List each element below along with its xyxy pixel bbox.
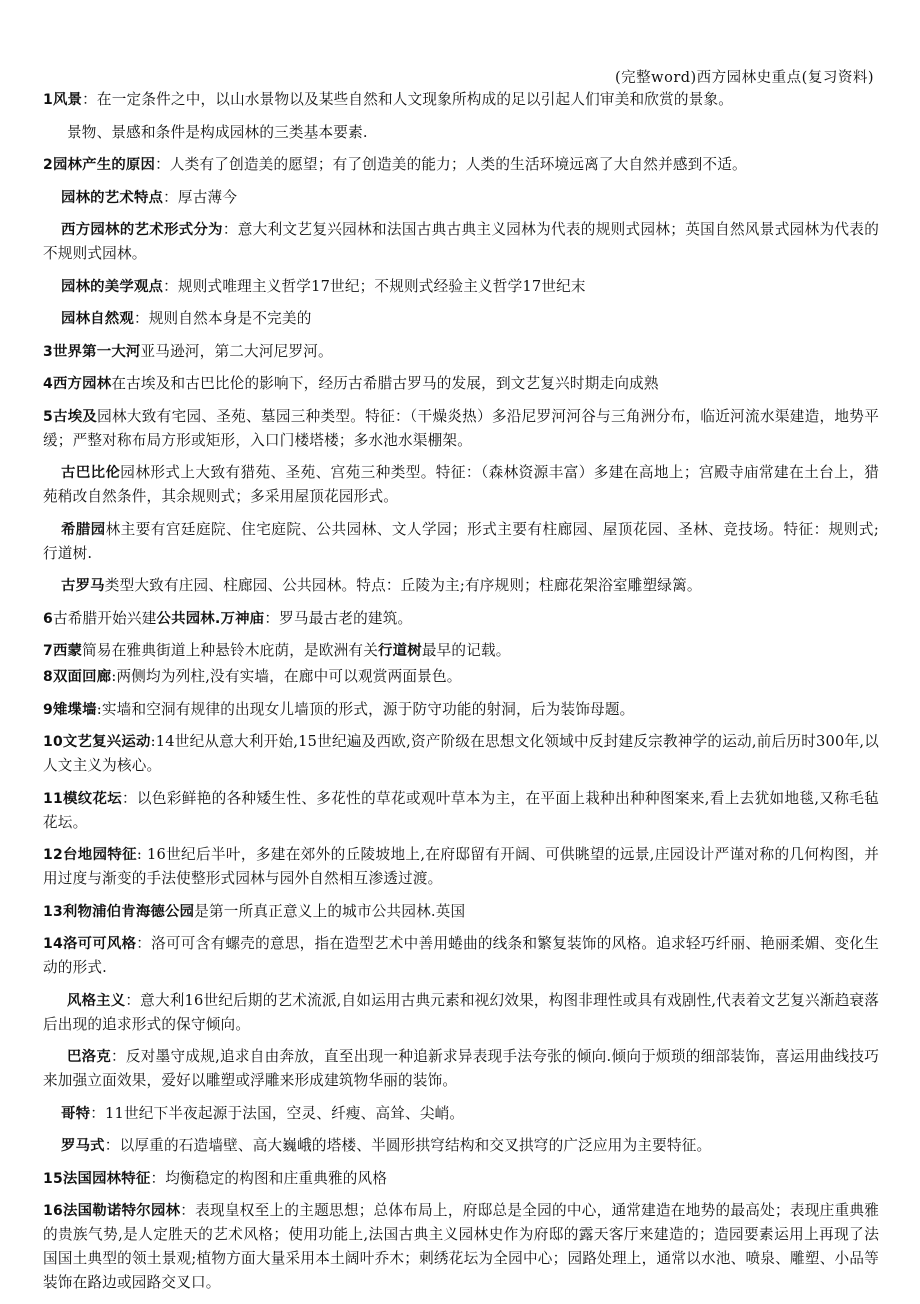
item-number: 11 (43, 790, 63, 807)
term-ancient-egypt: 古埃及 (52, 408, 98, 425)
definition-text: ：厚古薄今 (163, 188, 238, 206)
term-gothic: 哥特 (61, 1105, 91, 1122)
definition-text: ：反对墨守成规,追求自由奔放，直至出现一种追新求异表现手法夸张的倾向.倾向于烦琐的细部装饰，喜运用曲线技巧来加强立面效果，爱好以雕塑或浮雕来形成建筑物华丽的装饰。 (43, 1048, 879, 1089)
term-street-trees: 行道树 (378, 643, 422, 659)
definition-text: ：意大利16世纪后期的艺术流派,自如运用古典元素和视幻效果，构图非理性或具有戏剧性,代表着文艺复兴渐趋衰落后出现的追求形式的保守倾向。 (43, 991, 879, 1033)
term-simon: 西蒙 (52, 643, 83, 659)
paragraph-largest-river (43, 340, 879, 364)
paragraph-mannerism (43, 989, 879, 1037)
term-art-features: 园林的艺术特点 (61, 189, 164, 206)
paragraph-greece (43, 518, 879, 566)
paragraph-public-garden (43, 607, 879, 631)
definition-text: ：洛可可含有螺壳的意思，指在造型艺术中善用蜷曲的线条和繁复装饰的风格。追求轻巧纤丽、艳丽柔媚、变化生动的形式. (43, 935, 879, 976)
paragraph-le-notre (43, 1199, 879, 1295)
paragraph-baroque (43, 1045, 879, 1093)
term-romanesque: 罗马式 (61, 1138, 105, 1154)
paragraph-terrace-garden (43, 843, 879, 891)
paragraph-renaissance (43, 730, 879, 778)
definition-text: 在古埃及和古巴比伦的影响下，经历古希腊古罗马的发展，到文艺复兴时期走向成熟 (111, 375, 659, 392)
definition-text: ：在一定条件之中，以山水景物以及某些自然和人文现象所构成的足以引起人们审美和欣赏的景象。 (82, 91, 734, 108)
item-number: 5 (43, 408, 53, 425)
item-number: 14 (43, 936, 63, 952)
trailing-text: 最早的记载。 (421, 642, 511, 659)
definition-text: ：罗马最古老的建筑。 (264, 609, 413, 627)
term-western-garden: 西方园林 (52, 376, 112, 392)
definition-text: 园林大致有宅园、圣苑、墓园三种类型。特征：（干燥炎热）多沿尼罗河河谷与三角洲分布，临近河流水渠建造，地势平缓；严整对称布局方形或矩形，入口门楼塔楼；多水池水渠棚架。 (43, 407, 879, 449)
paragraph-rococo (43, 932, 879, 980)
paragraph-ancient-egypt (43, 405, 879, 453)
term-babylon: 古巴比伦 (61, 465, 121, 481)
item-number: 16 (43, 1203, 63, 1219)
definition-text: 简易在雅典街道上种悬铃木庇荫，是欧洲有关 (82, 642, 379, 659)
term-crenellation: 雉堞墙 (52, 701, 97, 718)
term-renaissance: 文艺复兴运动 (62, 734, 151, 750)
paragraph-western-garden (43, 372, 879, 396)
paragraph-romanesque (43, 1134, 879, 1158)
paragraph-birkenhead-park (43, 900, 879, 924)
term-art-forms: 西方园林的艺术形式分为 (61, 222, 223, 238)
definition-text: :14世纪从意大利开始,15世纪遍及西欧,资产阶级在思想文化领域中反封建反宗教神学的运动,前后历时300年,以人文主义为核心。 (43, 733, 879, 774)
term-public-garden: 公共园林 (156, 610, 215, 627)
paragraph-french-garden (43, 1167, 879, 1191)
definition-text: 是第一所真正意义上的城市公共园林.英国 (194, 902, 466, 920)
term-terrace-garden: 台地园特征 (62, 847, 137, 863)
term-birkenhead-park: 利物浦伯肯海德公园 (62, 903, 195, 920)
paragraph-garden-origin (43, 153, 879, 177)
term-french-garden: 法国园林特征 (62, 1170, 151, 1187)
definition-text: ：11世纪下半夜起源于法国，空灵、纤瘦、高耸、尖峭。 (90, 1104, 465, 1122)
item-number: 9 (43, 701, 53, 718)
definition-text: 园林形式上大致有猎苑、圣苑、宫苑三种类型。特征：（森林资源丰富）多建在高地上；宫殿寺庙常建在土台上，猎苑稍改自然条件，其余规则式；多采用屋顶花园形式。 (43, 464, 879, 505)
term-mannerism: 风格主义 (67, 992, 126, 1009)
definition-text: ：以厚重的石造墙壁、高大巍峨的塔楼、半圆形拱穹结构和交叉拱穹的广泛应用为主要特征。 (104, 1137, 712, 1154)
definition-text: ：均衡稳定的构图和庄重典雅的风格 (150, 1169, 388, 1187)
paragraph-simon (43, 639, 879, 663)
paragraph-crenellation (43, 698, 879, 722)
paragraph-art-features (43, 186, 879, 210)
definition-text: 亚马逊河，第二大河尼罗河。 (140, 342, 333, 360)
paragraph-art-forms (43, 218, 879, 266)
term-greece: 希腊园 (61, 521, 106, 538)
term-le-notre: 法国勒诺特尔园林 (62, 1203, 181, 1219)
term-nature-view: 园林自然观 (61, 311, 134, 327)
item-number: 8 (43, 669, 53, 685)
item-number: 1 (43, 92, 53, 108)
definition-text: 景物、景感和条件是构成园林的三类基本要素. (67, 123, 368, 141)
paragraph-rome (43, 574, 879, 598)
term-double-corridor: 双面回廊 (52, 669, 112, 685)
term-pantheon: 万神庙 (220, 610, 265, 627)
definition-text: :两侧均为列柱,没有实墙，在廊中可以观赏两面景色。 (111, 668, 462, 685)
paragraph-parterre (43, 787, 879, 835)
item-number: 3 (43, 343, 53, 360)
term-parterre: 模纹花坛 (62, 790, 122, 807)
definition-text: 类型大致有庄园、柱廊园、公共园林。特点：丘陵为主;有序规则；柱廊花架浴室雕塑绿篱。 (104, 577, 702, 594)
item-number: 13 (43, 903, 63, 920)
document-header: (完整word)西方园林史重点(复习资料) (615, 70, 874, 86)
paragraph-babylon (43, 461, 879, 509)
item-number: 12 (43, 847, 63, 863)
definition-text: ：表现皇权至上的主题思想；总体布局上，府邸总是全园的中心，通常建造在地势的最高处；表现庄重典雅的贵族气势,是人定胜天的艺术风格；使用功能上,法国古典主义园林史作为府邸的露天客厅来建造的；造园要素运用上再现了法国国土典型的领土景观;植物方面大量采用本土阔叶乔木；刺绣花坛为全园中心；园路处理上，通常以水池、喷泉、雕塑、小品等装饰在路边或园路交叉口。 (43, 1202, 879, 1291)
item-number: 15 (43, 1170, 63, 1187)
term-garden-origin: 园林产生的原因 (52, 157, 156, 173)
item-number: 10 (43, 734, 63, 750)
definition-text: ：人类有了创造美的愿望；有了创造美的能力；人类的生活环境远离了大自然并感到不适。 (155, 156, 747, 173)
separator: . (214, 610, 221, 627)
paragraph-aesthetics (43, 275, 879, 299)
item-number: 7 (43, 643, 53, 659)
lead-text: 古希腊开始兴建 (52, 609, 157, 627)
item-number: 2 (43, 157, 53, 173)
item-number: 4 (43, 376, 53, 392)
definition-text: :实墙和空洞有规律的出现女儿墙顶的形式，源于防守功能的射洞，后为装饰母题。 (96, 700, 635, 718)
term-aesthetics: 园林的美学观点 (61, 278, 164, 295)
document-body (43, 88, 879, 1304)
term-baroque: 巴洛克 (67, 1049, 111, 1065)
definition-text: ：规则自然本身是不完美的 (133, 310, 312, 327)
definition-text: ：以色彩鲜艳的各种矮生性、多花性的草花或观叶草本为主，在平面上栽种出种种图案来,看上去犹如地毯,又称毛毡花坛。 (43, 789, 879, 831)
definition-text: : 16世纪后半叶，多建在郊外的丘陵坡地上,在府邸留有开阔、可供眺望的远景,庄园设计严谨对称的几何构图，并用过度与渐变的手法使整形式园林与园外自然相互渗透过渡。 (43, 846, 879, 887)
paragraph-nature-view (43, 307, 879, 331)
term-rome: 古罗马 (61, 578, 105, 594)
term-scenery: 风景 (52, 92, 83, 108)
item-number: 6 (43, 610, 53, 627)
paragraph-gothic (43, 1102, 879, 1126)
term-largest-river: 世界第一大河 (52, 343, 141, 360)
definition-text: 林主要有宫廷庭院、住宅庭院、公共园林、文人学园；形式主要有柱廊园、屋顶花园、圣林、竞技场。特征：规则式;行道树. (43, 520, 879, 562)
paragraph-garden-elements (43, 121, 879, 145)
paragraph-double-corridor (43, 665, 879, 689)
paragraph-scenery (43, 88, 879, 112)
term-rococo: 洛可可风格 (62, 936, 137, 952)
definition-text: ：意大利文艺复兴园林和法国古典古典主义园林为代表的规则式园林；英国自然风景式园林为代表的不规则式园林。 (43, 221, 879, 262)
definition-text: ：规则式唯理主义哲学17世纪；不规则式经验主义哲学17世纪末 (163, 277, 586, 295)
